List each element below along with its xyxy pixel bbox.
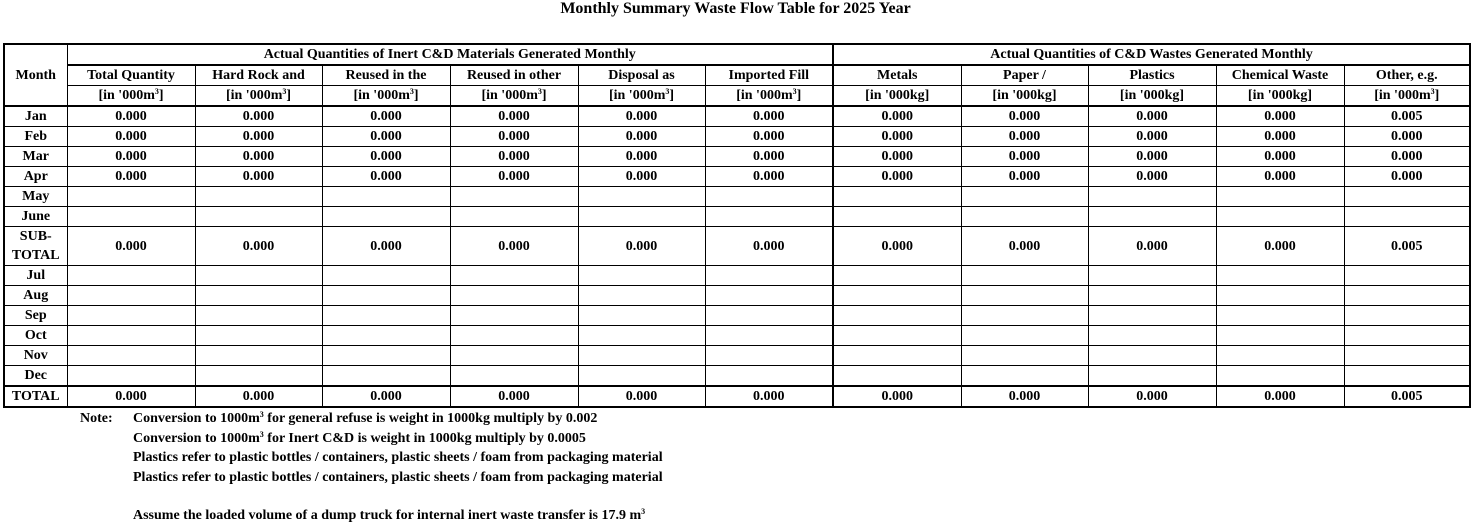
value-cell: [195, 187, 322, 207]
value-cell: 0.000: [578, 106, 705, 127]
value-cell: [833, 306, 961, 326]
value-cell: [705, 187, 833, 207]
value-cell: 0.000: [67, 147, 195, 167]
group-header-wastes: Actual Quantities of C&D Wastes Generated Monthly: [833, 44, 1470, 65]
subtotal-label: SUB-: [19, 229, 52, 244]
note-text: for general refuse is weight in 1000kg multiply by 0.002: [263, 411, 598, 426]
unit-end: ]: [1434, 88, 1440, 103]
page-title: Monthly Summary Waste Flow Table for 2025 Year: [560, 0, 911, 17]
value-cell: 0.000: [961, 386, 1088, 407]
value-cell: 0.000: [833, 147, 961, 167]
value-cell: 0.000: [322, 386, 450, 407]
value-cell: [1216, 187, 1344, 207]
value-cell: [195, 266, 322, 286]
value-cell: [1088, 306, 1216, 326]
value-cell: 0.000: [1216, 147, 1344, 167]
value-cell: [67, 306, 195, 326]
month-cell: Oct: [4, 326, 67, 346]
note-superscript: 3: [641, 507, 646, 516]
value-cell: 0.000: [195, 147, 322, 167]
value-cell: [67, 326, 195, 346]
value-cell: [833, 286, 961, 306]
value-cell: [961, 286, 1088, 306]
value-cell: [450, 346, 578, 366]
value-cell: 0.000: [1088, 227, 1216, 266]
value-cell: [833, 187, 961, 207]
month-cell: Feb: [4, 127, 67, 147]
value-cell: 0.000: [1088, 127, 1216, 147]
value-cell: [1216, 266, 1344, 286]
month-cell: Mar: [4, 147, 67, 167]
value-cell: 0.000: [195, 167, 322, 187]
unit-text: [in '000m: [353, 88, 410, 103]
value-cell: [322, 306, 450, 326]
value-cell: [578, 286, 705, 306]
unit-text: [in '000m: [225, 88, 283, 103]
month-cell: [4, 227, 67, 266]
value-cell: [1088, 326, 1216, 346]
value-cell: 0.000: [67, 167, 195, 187]
table-row: [4, 127, 1470, 147]
value-cell: [1344, 187, 1470, 207]
value-cell: 0.000: [195, 106, 322, 127]
value-cell: 0.000: [450, 227, 578, 266]
value-cell: [833, 266, 961, 286]
value-cell: 0.000: [1216, 167, 1344, 187]
table-row: [4, 326, 1470, 346]
value-cell: 0.000: [67, 127, 195, 147]
value-cell: 0.000: [833, 106, 961, 127]
note-line: [133, 506, 933, 526]
note-superscript: 3: [259, 410, 264, 419]
value-cell: 0.000: [1344, 147, 1470, 167]
value-cell: [195, 346, 322, 366]
value-cell: 0.000: [322, 167, 450, 187]
value-cell: [322, 266, 450, 286]
value-cell: [578, 207, 705, 227]
month-cell: June: [4, 207, 67, 227]
column-header: Chemical Waste: [1216, 65, 1344, 86]
value-cell: [1088, 266, 1216, 286]
value-cell: [195, 207, 322, 227]
value-cell: [322, 346, 450, 366]
value-cell: [1216, 286, 1344, 306]
table-row: [4, 227, 1470, 266]
unit-text: [in '000kg]: [992, 88, 1057, 103]
note-text: for Inert C&D is weight in 1000kg multiply by 0.0005: [263, 430, 586, 446]
value-cell: 0.000: [1088, 106, 1216, 127]
unit-text: [in '000m: [736, 88, 793, 103]
value-cell: 0.000: [1344, 127, 1470, 147]
note-superscript: 3: [259, 429, 264, 439]
value-cell: 0.000: [195, 386, 322, 407]
column-unit: [961, 86, 1088, 107]
value-cell: [705, 286, 833, 306]
column-unit: [1088, 86, 1216, 107]
unit-end: ]: [286, 88, 292, 103]
value-cell: 0.000: [833, 386, 961, 407]
value-cell: [322, 187, 450, 207]
table-row: [4, 386, 1470, 407]
column-header: Reused in other: [450, 65, 578, 86]
unit-text: [in '000kg]: [1119, 88, 1185, 103]
value-cell: [195, 366, 322, 387]
value-cell: 0.000: [705, 167, 833, 187]
value-cell: 0.000: [705, 386, 833, 407]
value-cell: [195, 326, 322, 346]
value-cell: [450, 207, 578, 227]
column-header: Hard Rock and: [195, 65, 322, 86]
column-header: Plastics: [1088, 65, 1216, 86]
value-cell: [322, 207, 450, 227]
value-cell: [67, 366, 195, 387]
value-cell: 0.000: [578, 167, 705, 187]
column-header: Other, e.g.: [1344, 65, 1470, 86]
value-cell: [961, 187, 1088, 207]
month-header: Month: [4, 44, 67, 106]
unit-text: [in '000kg]: [1247, 88, 1313, 103]
note-text: Plastics refer to plastic bottles / containers, plastic sheets / foam from packaging material: [133, 450, 663, 465]
value-cell: [67, 187, 195, 207]
value-cell: [833, 366, 961, 387]
table-row: [4, 346, 1470, 366]
column-unit: [1216, 86, 1344, 107]
unit-superscript: 3: [792, 87, 797, 96]
value-cell: 0.000: [705, 106, 833, 127]
column-header: Total Quantity: [67, 65, 195, 86]
value-cell: 0.000: [1216, 106, 1344, 127]
value-cell: 0.000: [833, 127, 961, 147]
value-cell: 0.000: [961, 227, 1088, 266]
month-cell: Apr: [4, 167, 67, 187]
value-cell: 0.000: [322, 147, 450, 167]
value-cell: [1088, 187, 1216, 207]
column-header: Metals: [833, 65, 961, 86]
column-unit: [833, 86, 961, 107]
value-cell: [450, 187, 578, 207]
value-cell: 0.000: [1216, 227, 1344, 266]
value-cell: [705, 207, 833, 227]
note-line: [133, 448, 933, 468]
table-row: [4, 187, 1470, 207]
value-cell: 0.000: [1216, 127, 1344, 147]
value-cell: [705, 266, 833, 286]
value-cell: 0.005: [1344, 106, 1470, 127]
month-cell: Jul: [4, 266, 67, 286]
column-header: Reused in the: [322, 65, 450, 86]
waste-flow-table: [3, 43, 1471, 408]
value-cell: [578, 326, 705, 346]
value-cell: 0.005: [1344, 386, 1470, 407]
value-cell: 0.000: [322, 127, 450, 147]
value-cell: [705, 346, 833, 366]
value-cell: [450, 366, 578, 387]
group-header-inert: Actual Quantities of Inert C&D Materials Generated Monthly: [67, 44, 833, 65]
table-row: [4, 306, 1470, 326]
value-cell: [450, 266, 578, 286]
value-cell: [195, 286, 322, 306]
unit-text: [in '000m: [481, 88, 538, 103]
value-cell: 0.000: [67, 386, 195, 407]
table-row: [4, 167, 1470, 187]
month-cell: TOTAL: [4, 386, 67, 407]
note-line: [133, 409, 933, 429]
unit-superscript: 3: [154, 87, 159, 96]
value-cell: [578, 346, 705, 366]
value-cell: [1088, 346, 1216, 366]
column-header: Disposal as: [578, 65, 705, 86]
value-cell: [1088, 207, 1216, 227]
value-cell: 0.000: [322, 106, 450, 127]
value-cell: 0.000: [1344, 167, 1470, 187]
value-cell: [322, 366, 450, 387]
subtotal-label: TOTAL: [11, 248, 60, 263]
value-cell: [578, 306, 705, 326]
column-unit: [67, 86, 195, 107]
value-cell: [67, 286, 195, 306]
unit-superscript: 3: [282, 87, 287, 96]
value-cell: 0.000: [705, 127, 833, 147]
value-cell: 0.000: [961, 167, 1088, 187]
table-row: [4, 207, 1470, 227]
value-cell: [450, 306, 578, 326]
value-cell: [1216, 306, 1344, 326]
value-cell: [833, 207, 961, 227]
column-unit: [195, 86, 322, 107]
value-cell: [67, 266, 195, 286]
value-cell: 0.000: [961, 127, 1088, 147]
column-header: Imported Fill: [705, 65, 833, 86]
value-cell: 0.000: [961, 106, 1088, 127]
value-cell: 0.000: [450, 127, 578, 147]
value-cell: [961, 346, 1088, 366]
note-line: [133, 429, 933, 449]
value-cell: 0.000: [961, 147, 1088, 167]
value-cell: 0.000: [450, 106, 578, 127]
table-row: [4, 106, 1470, 127]
month-cell: Aug: [4, 286, 67, 306]
value-cell: [961, 266, 1088, 286]
table-row: [4, 147, 1470, 167]
value-cell: [705, 366, 833, 387]
value-cell: 0.000: [705, 227, 833, 266]
note-text: Plastics refer to plastic bottles / containers, plastic sheets / foam from packaging material: [133, 469, 663, 485]
value-cell: [67, 346, 195, 366]
note-text: Assume the loaded volume of a dump truck for internal inert waste transfer is 17.9 m: [133, 508, 642, 523]
value-cell: 0.000: [1216, 386, 1344, 407]
column-header: Paper /: [961, 65, 1088, 86]
value-cell: [1216, 207, 1344, 227]
value-cell: 0.000: [578, 386, 705, 407]
unit-superscript: 3: [1430, 87, 1435, 96]
value-cell: [705, 306, 833, 326]
unit-superscript: 3: [409, 87, 414, 96]
month-cell: Nov: [4, 346, 67, 366]
value-cell: [1216, 346, 1344, 366]
value-cell: [961, 207, 1088, 227]
value-cell: [705, 326, 833, 346]
value-cell: 0.000: [578, 127, 705, 147]
value-cell: 0.000: [833, 227, 961, 266]
value-cell: [961, 306, 1088, 326]
value-cell: [67, 207, 195, 227]
unit-end: ]: [541, 88, 547, 103]
value-cell: 0.000: [450, 147, 578, 167]
value-cell: [1216, 326, 1344, 346]
value-cell: [1088, 286, 1216, 306]
value-cell: [1344, 346, 1470, 366]
month-cell: Sep: [4, 306, 67, 326]
value-cell: [1344, 366, 1470, 387]
note-text: Conversion to 1000m: [133, 430, 260, 446]
value-cell: 0.000: [195, 127, 322, 147]
value-cell: [1216, 366, 1344, 387]
value-cell: [1344, 207, 1470, 227]
value-cell: 0.000: [833, 167, 961, 187]
value-cell: 0.000: [1088, 147, 1216, 167]
value-cell: [578, 266, 705, 286]
value-cell: [833, 326, 961, 346]
value-cell: [1344, 326, 1470, 346]
month-cell: May: [4, 187, 67, 207]
unit-end: ]: [413, 88, 419, 103]
unit-text: [in '000m: [608, 88, 666, 103]
unit-text: [in '000m: [1374, 88, 1431, 103]
value-cell: [961, 366, 1088, 387]
month-cell: Jan: [4, 106, 67, 127]
value-cell: [450, 326, 578, 346]
value-cell: 0.000: [1088, 167, 1216, 187]
table-row: [4, 266, 1470, 286]
unit-superscript: 3: [665, 87, 670, 96]
value-cell: [833, 346, 961, 366]
unit-end: ]: [796, 88, 802, 103]
value-cell: [450, 286, 578, 306]
value-cell: 0.000: [322, 227, 450, 266]
value-cell: [195, 306, 322, 326]
column-unit: [705, 86, 833, 107]
note-text: Conversion to 1000m: [133, 411, 260, 426]
value-cell: 0.000: [450, 167, 578, 187]
table-row: [4, 286, 1470, 306]
value-cell: [322, 286, 450, 306]
value-cell: 0.000: [578, 147, 705, 167]
column-unit: [322, 86, 450, 107]
unit-superscript: 3: [537, 87, 542, 96]
value-cell: 0.005: [1344, 227, 1470, 266]
value-cell: [578, 187, 705, 207]
value-cell: 0.000: [578, 227, 705, 266]
value-cell: 0.000: [67, 227, 195, 266]
column-unit: [1344, 86, 1470, 107]
notes-label: Note:: [80, 411, 113, 426]
value-cell: [1344, 306, 1470, 326]
unit-text: [in '000kg]: [865, 88, 930, 103]
note-line: [133, 468, 933, 488]
value-cell: 0.000: [195, 227, 322, 266]
unit-end: ]: [158, 88, 164, 103]
column-unit: [578, 86, 705, 107]
column-unit: [450, 86, 578, 107]
value-cell: [1344, 266, 1470, 286]
value-cell: [578, 366, 705, 387]
table-row: [4, 366, 1470, 387]
value-cell: [1344, 286, 1470, 306]
value-cell: 0.000: [450, 386, 578, 407]
value-cell: 0.000: [705, 147, 833, 167]
value-cell: 0.000: [67, 106, 195, 127]
unit-end: ]: [669, 88, 675, 103]
value-cell: [1088, 366, 1216, 387]
value-cell: 0.000: [1088, 386, 1216, 407]
month-cell: Dec: [4, 366, 67, 387]
unit-text: [in '000m: [98, 88, 155, 103]
value-cell: [322, 326, 450, 346]
value-cell: [961, 326, 1088, 346]
